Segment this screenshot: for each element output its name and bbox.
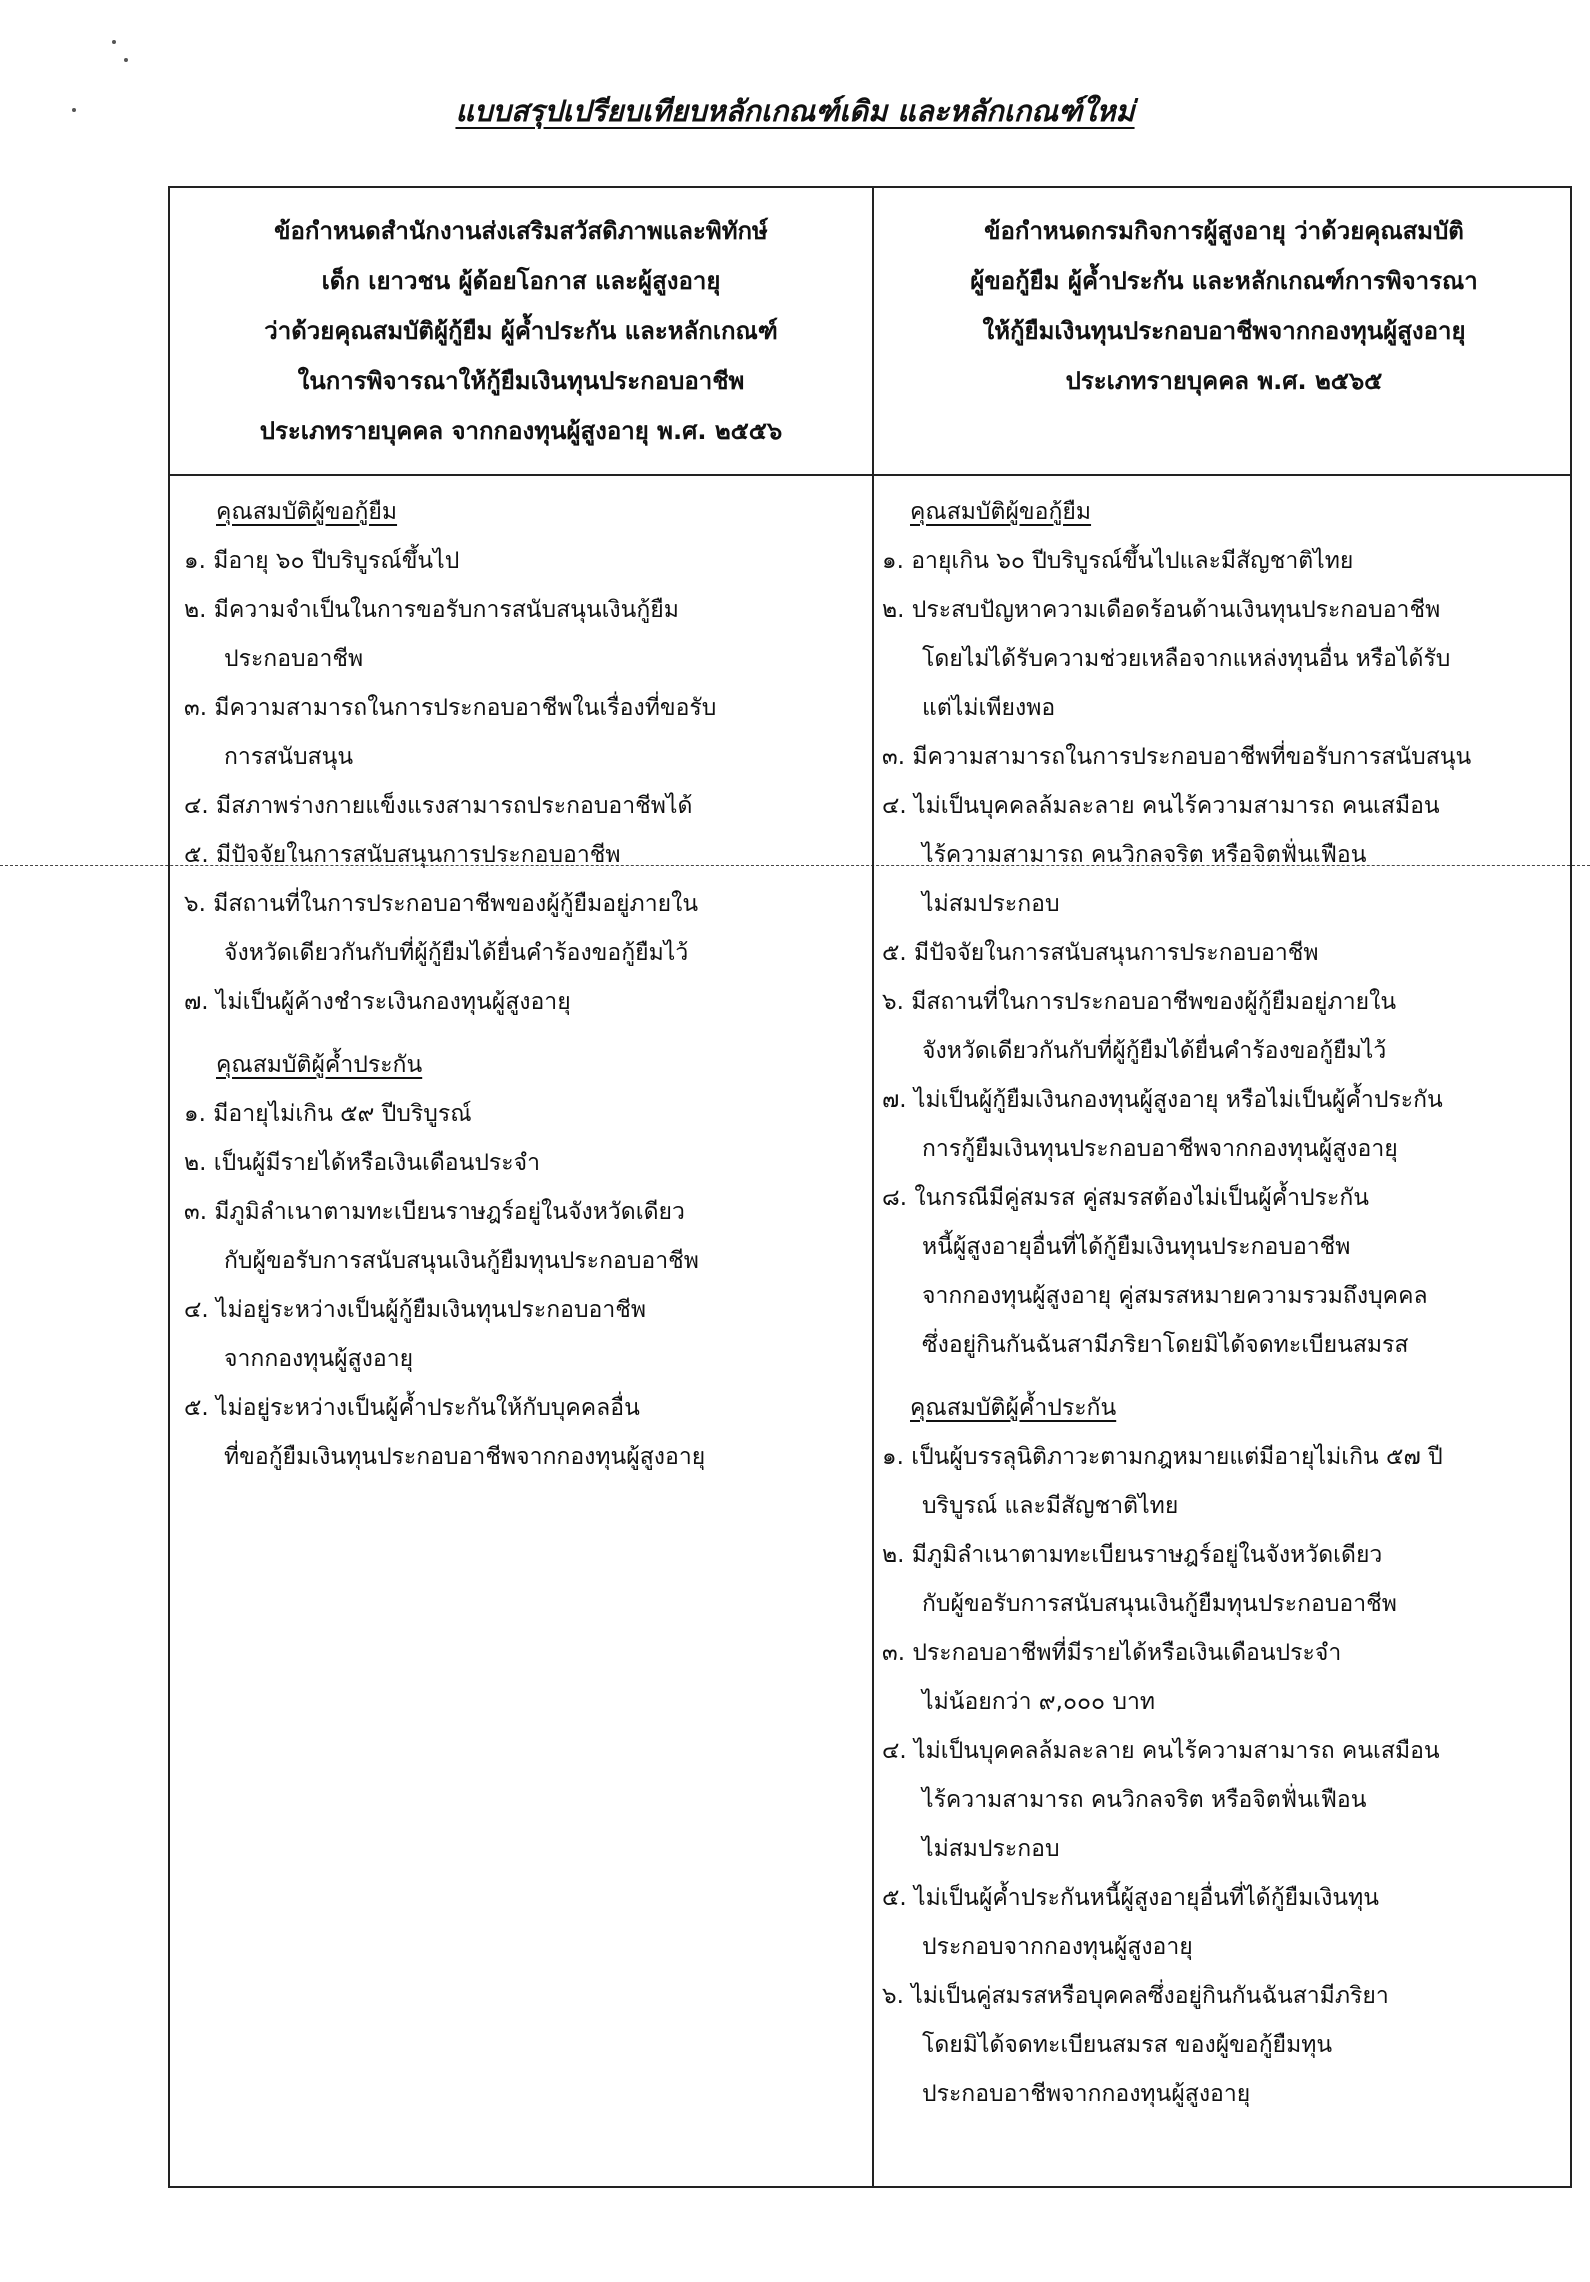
list-item	[882, 586, 1566, 733]
list-item-continuation: โดยมิได้จดทะเบียนสมรส ของผู้ขอกู้ยืมทุน	[922, 2032, 1333, 2058]
header-line: ประเภทรายบุคคล จากกองทุนผู้สูงอายุ พ.ศ. ๒๕๕๖	[259, 417, 783, 445]
list-item	[882, 1076, 1566, 1174]
list-item-text: ๔. ไม่เป็นบุคคลล้มละลาย คนไร้ความสามารถ คนเสมือน	[882, 1738, 1440, 1764]
list-item	[882, 782, 1566, 929]
header-line: ประเภทรายบุคคล พ.ศ. ๒๕๖๕	[1065, 367, 1383, 395]
list-item-continuation: แต่ไม่เพียงพอ	[922, 695, 1056, 721]
header-line: ข้อกำหนดกรมกิจการผู้สูงอายุ ว่าด้วยคุณสมบัติ	[984, 217, 1464, 245]
list-item-continuation: ประกอบอาชีพจากกองทุนผู้สูงอายุ	[922, 2081, 1251, 2107]
list-item-text: ๗. ไม่เป็นผู้กู้ยืมเงินกองทุนผู้สูงอายุ หรือไม่เป็นผู้ค้ำประกัน	[882, 1087, 1443, 1113]
list-item-continuation: ประกอบอาชีพ	[224, 646, 364, 672]
list-item-continuation: การสนับสนุน	[224, 744, 354, 770]
list-item-text: ๕. มีปัจจัยในการสนับสนุนการประกอบอาชีพ	[184, 842, 621, 868]
list-item-continuation: ไร้ความสามารถ คนวิกลจริต หรือจิตฟั่นเฟือน	[922, 1787, 1367, 1813]
right-borrower-section	[882, 488, 1566, 1370]
list-item	[184, 1384, 864, 1482]
list-item-text: ๑. มีอายุไม่เกิน ๕๙ ปีบริบูรณ์	[184, 1101, 472, 1127]
left-guarantor-list	[184, 1090, 864, 1482]
list-item-continuation: หนี้ผู้สูงอายุอื่นที่ได้กู้ยืมเงินทุนประกอบอาชีพ	[922, 1234, 1351, 1260]
list-item-text: ๕. ไม่อยู่ระหว่างเป็นผู้ค้ำประกันให้กับบุคคลอื่น	[184, 1395, 640, 1421]
list-item-continuation: กับผู้ขอรับการสนับสนุนเงินกู้ยืมทุนประกอบอาชีพ	[224, 1248, 699, 1274]
list-item-text: ๒. เป็นผู้มีรายได้หรือเงินเดือนประจำ	[184, 1150, 541, 1176]
list-item	[184, 1090, 864, 1139]
list-item-text: ๑. มีอายุ ๖๐ ปีบริบูรณ์ขึ้นไป	[184, 548, 460, 574]
list-item-continuation: ที่ขอกู้ยืมเงินทุนประกอบอาชีพจากกองทุนผู้สูงอายุ	[224, 1444, 706, 1470]
list-item-continuation: ไม่สมประกอบ	[922, 891, 1060, 917]
header-line: ให้กู้ยืมเงินทุนประกอบอาชีพจากกองทุนผู้สูงอายุ	[982, 317, 1466, 345]
list-item-continuation: ซึ่งอยู่กินกันฉันสามีภริยาโดยมิได้จดทะเบียนสมรส	[922, 1332, 1409, 1358]
right-guarantor-section	[882, 1384, 1566, 2119]
list-item	[882, 1433, 1566, 1531]
list-item	[184, 782, 864, 831]
right-header	[874, 188, 1574, 474]
list-item-text: ๖. มีสถานที่ในการประกอบอาชีพของผู้กู้ยืมอยู่ภายใน	[882, 989, 1397, 1015]
list-item	[882, 1174, 1566, 1370]
right-guarantor-list	[882, 1433, 1566, 2119]
list-item-continuation: จากกองทุนผู้สูงอายุ คู่สมรสหมายความรวมถึงบุคคล	[922, 1283, 1428, 1309]
list-item-text: ๗. ไม่เป็นผู้ค้างชำระเงินกองทุนผู้สูงอายุ	[184, 989, 571, 1015]
list-item-text: ๔. ไม่เป็นบุคคลล้มละลาย คนไร้ความสามารถ คนเสมือน	[882, 793, 1440, 819]
scan-speck	[112, 40, 116, 44]
scan-speck	[124, 58, 128, 62]
right-column	[882, 488, 1566, 2133]
header-line: ว่าด้วยคุณสมบัติผู้กู้ยืม ผู้ค้ำประกัน และหลักเกณฑ์	[264, 317, 778, 345]
list-item	[882, 1629, 1566, 1727]
list-item	[184, 684, 864, 782]
list-item-text: ๓. มีความสามารถในการประกอบอาชีพที่ขอรับการสนับสนุน	[882, 744, 1472, 770]
left-borrower-heading: คุณสมบัติผู้ขอกู้ยืม	[216, 499, 398, 525]
header-line: ข้อกำหนดสำนักงานส่งเสริมสวัสดิภาพและพิทักษ์	[274, 217, 768, 245]
list-item	[184, 1188, 864, 1286]
list-item-text: ๔. ไม่อยู่ระหว่างเป็นผู้กู้ยืมเงินทุนประกอบอาชีพ	[184, 1297, 647, 1323]
left-column	[184, 488, 864, 1496]
list-item	[184, 831, 864, 880]
list-item-text: ๑. เป็นผู้บรรลุนิติภาวะตามกฎหมายแต่มีอายุไม่เกิน ๕๗ ปี	[882, 1444, 1443, 1470]
list-item	[882, 1972, 1566, 2119]
list-item-continuation: จังหวัดเดียวกันกับที่ผู้กู้ยืมได้ยื่นคำร้องขอกู้ยืมไว้	[224, 940, 689, 966]
left-guarantor-heading: คุณสมบัติผู้ค้ำประกัน	[216, 1052, 423, 1078]
list-item-text: ๒. มีความจำเป็นในการขอรับการสนับสนุนเงินกู้ยืม	[184, 597, 679, 623]
list-item	[882, 537, 1566, 586]
list-item-continuation: ไม่สมประกอบ	[922, 1836, 1060, 1862]
list-item-text: ๖. มีสถานที่ในการประกอบอาชีพของผู้กู้ยืมอยู่ภายใน	[184, 891, 699, 917]
list-item-continuation: ไร้ความสามารถ คนวิกลจริต หรือจิตฟั่นเฟือน	[922, 842, 1367, 868]
left-header	[170, 188, 872, 474]
list-item	[184, 586, 864, 684]
left-borrower-list	[184, 537, 864, 1027]
list-item-continuation: การกู้ยืมเงินทุนประกอบอาชีพจากกองทุนผู้สูงอายุ	[922, 1136, 1398, 1162]
list-item	[882, 1531, 1566, 1629]
list-item-text: ๓. ประกอบอาชีพที่มีรายได้หรือเงินเดือนประจำ	[882, 1640, 1342, 1666]
list-item-text: ๔. มีสภาพร่างกายแข็งแรงสามารถประกอบอาชีพได้	[184, 793, 693, 819]
list-item-continuation: กับผู้ขอรับการสนับสนุนเงินกู้ยืมทุนประกอบอาชีพ	[922, 1591, 1397, 1617]
comparison-table	[168, 186, 1572, 2188]
right-borrower-list	[882, 537, 1566, 1370]
list-item-continuation: ไม่น้อยกว่า ๙,๐๐๐ บาท	[922, 1689, 1156, 1715]
left-guarantor-section	[184, 1041, 864, 1482]
list-item-text: ๓. มีภูมิลำเนาตามทะเบียนราษฎร์อยู่ในจังหวัดเดียว	[184, 1199, 685, 1225]
list-item-text: ๕. มีปัจจัยในการสนับสนุนการประกอบอาชีพ	[882, 940, 1319, 966]
list-item-continuation: ประกอบจากกองทุนผู้สูงอายุ	[922, 1934, 1193, 1960]
list-item-text: ๘. ในกรณีมีคู่สมรส คู่สมรสต้องไม่เป็นผู้ค้ำประกัน	[882, 1185, 1369, 1211]
list-item	[184, 1286, 864, 1384]
list-item-continuation: โดยไม่ได้รับความช่วยเหลือจากแหล่งทุนอื่น หรือได้รับ	[922, 646, 1451, 672]
list-item	[184, 880, 864, 978]
list-item	[882, 978, 1566, 1076]
list-item	[882, 1727, 1566, 1874]
list-item	[882, 1874, 1566, 1972]
list-item-continuation: จากกองทุนผู้สูงอายุ	[224, 1346, 414, 1372]
list-item-text: ๕. ไม่เป็นผู้ค้ำประกันหนี้ผู้สูงอายุอื่นที่ได้กู้ยืมเงินทุน	[882, 1885, 1379, 1911]
page-title: แบบสรุปเปรียบเทียบหลักเกณฑ์เดิม และหลักเกณฑ์ใหม่	[455, 94, 1135, 128]
header-divider	[170, 474, 1570, 476]
right-guarantor-heading: คุณสมบัติผู้ค้ำประกัน	[910, 1395, 1117, 1421]
list-item-continuation: จังหวัดเดียวกันกับที่ผู้กู้ยืมได้ยื่นคำร้องขอกู้ยืมไว้	[922, 1038, 1387, 1064]
list-item-text: ๑. อายุเกิน ๖๐ ปีบริบูรณ์ขึ้นไปและมีสัญชาติไทย	[882, 548, 1354, 574]
header-line: เด็ก เยาวชน ผู้ด้อยโอกาส และผู้สูงอายุ	[321, 267, 721, 295]
list-item	[184, 537, 864, 586]
header-line: ในการพิจารณาให้กู้ยืมเงินทุนประกอบอาชีพ	[297, 367, 745, 395]
list-item-continuation: บริบูรณ์ และมีสัญชาติไทย	[922, 1493, 1179, 1519]
list-item-text: ๖. ไม่เป็นคู่สมรสหรือบุคคลซึ่งอยู่กินกันฉันสามีภริยา	[882, 1983, 1389, 2009]
right-borrower-heading: คุณสมบัติผู้ขอกู้ยืม	[910, 499, 1092, 525]
list-item-text: ๓. มีความสามารถในการประกอบอาชีพในเรื่องที่ขอรับ	[184, 695, 717, 721]
list-item-text: ๒. มีภูมิลำเนาตามทะเบียนราษฎร์อยู่ในจังหวัดเดียว	[882, 1542, 1383, 1568]
list-item	[882, 733, 1566, 782]
list-item-text: ๒. ประสบปัญหาความเดือดร้อนด้านเงินทุนประกอบอาชีพ	[882, 597, 1441, 623]
left-borrower-section	[184, 488, 864, 1027]
column-divider	[872, 188, 874, 2186]
header-line: ผู้ขอกู้ยืม ผู้ค้ำประกัน และหลักเกณฑ์การพิจารณา	[970, 267, 1478, 295]
list-item	[882, 929, 1566, 978]
list-item	[184, 978, 864, 1027]
list-item	[184, 1139, 864, 1188]
